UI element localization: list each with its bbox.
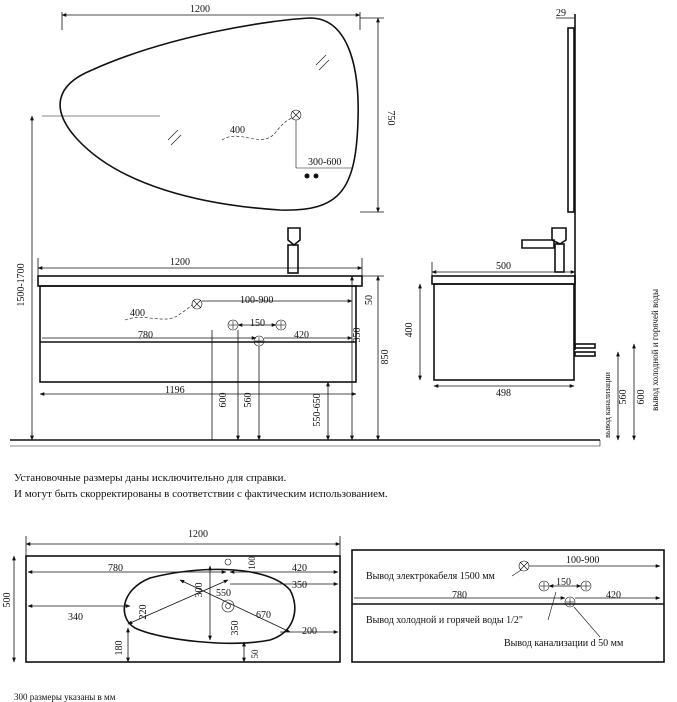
front-cable-range-label: 100-900 <box>240 295 274 306</box>
water-side-label: вывод холодной и горячей воды <box>650 288 660 412</box>
top-thickness-label: 50 <box>364 295 375 305</box>
legend-right-label: 420 <box>606 590 621 601</box>
side-height-600-label: 600 <box>636 389 647 405</box>
legend-left-label: 780 <box>452 590 467 601</box>
mirror-cable-height-label: 300-600 <box>308 157 342 168</box>
top-view-width-label: 1200 <box>188 529 208 540</box>
switch-dot-icon <box>314 174 319 179</box>
pipe-left-label: 780 <box>138 330 153 341</box>
top-view-350a-label: 350 <box>292 580 307 591</box>
legend-spacing-label: 150 <box>556 577 571 588</box>
side-bottom-depth-label: 498 <box>496 388 511 399</box>
side-cabinet <box>434 284 574 380</box>
side-countertop <box>432 276 575 284</box>
top-view-550-label: 550 <box>216 588 231 599</box>
top-view-220-label: 220 <box>138 604 149 620</box>
legend-drain-label: Вывод канализации d 50 мм <box>504 638 624 649</box>
top-view-340-label: 340 <box>68 612 83 623</box>
top-view-depth-label: 500 <box>2 592 13 608</box>
mount-height-label: 1500-1700 <box>16 263 27 307</box>
side-top-depth-label: 500 <box>496 261 511 272</box>
top-view <box>2 529 340 662</box>
mirror-height-label: 750 <box>385 110 396 126</box>
note-line-2: И могут быть скорректированы в соответствии с фактическим использованием. <box>14 488 388 500</box>
legend-range-label: 100-900 <box>566 555 600 566</box>
mirror-depth-label: 29 <box>556 8 566 19</box>
cabinet-side-view <box>404 8 660 440</box>
legend-water-label: Вывод холодной и горячей воды 1/2" <box>366 615 523 626</box>
pipe-right-label: 420 <box>294 330 309 341</box>
mirror-width-label: 1200 <box>190 4 210 15</box>
note-line-1: Установочные размеры даны исключительно для справки. <box>14 472 287 484</box>
switch-dot-icon <box>305 174 310 179</box>
side-height-560-label: 560 <box>618 389 629 405</box>
mirror-side-profile <box>568 28 574 212</box>
side-cabinet-height-label: 400 <box>404 322 415 338</box>
top-view-180-label: 180 <box>114 640 125 656</box>
mirror-front-view <box>42 4 396 212</box>
sink-bowl <box>124 569 295 643</box>
footer-note: 300 размеры указаны в мм <box>14 692 116 702</box>
top-view-350b-label: 350 <box>230 620 241 636</box>
sink-drain-icon <box>222 600 234 612</box>
bottom-width-label: 1196 <box>165 385 185 396</box>
height-550-650-label: 550-650 <box>312 393 323 427</box>
overall-height-label: 850 <box>380 349 391 365</box>
legend-cable-label: Вывод электрокабеля 1500 мм <box>366 571 495 582</box>
mirror-cable-offset-label: 400 <box>230 125 245 136</box>
top-view-50-label: 50 <box>250 649 260 659</box>
height-560-label: 560 <box>243 392 254 408</box>
top-width-label: 1200 <box>170 257 190 268</box>
countertop <box>38 276 362 286</box>
top-view-left-label: 780 <box>108 563 123 574</box>
top-view-200-label: 200 <box>302 626 317 637</box>
faucet-icon <box>288 228 300 245</box>
top-view-right-label: 420 <box>292 563 307 574</box>
mirror-outline <box>60 18 358 210</box>
drain-side-label: вывод канализации <box>603 372 612 438</box>
top-view-300-label: 300 <box>194 582 205 598</box>
front-cable-offset-label: 400 <box>130 308 145 319</box>
pipe-spacing-label: 150 <box>250 318 265 329</box>
cabinet-height-label: 350 <box>352 327 363 343</box>
height-600-label: 600 <box>218 392 229 408</box>
connections-legend <box>352 550 664 662</box>
top-view-670-label: 670 <box>256 610 271 621</box>
top-view-100-label: 100 <box>247 556 257 570</box>
